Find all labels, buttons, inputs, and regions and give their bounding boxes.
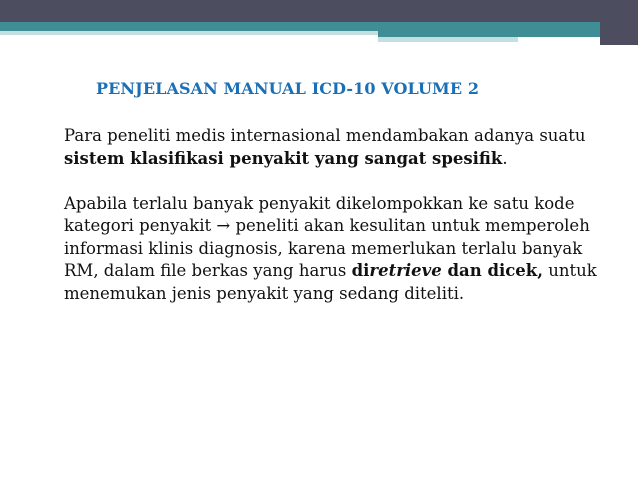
right-arrow-icon: → (216, 216, 231, 235)
slide-body (64, 125, 604, 305)
slide-title: PENJELASAN MANUAL ICD-10 VOLUME 2 (96, 79, 480, 98)
header-band-teal (0, 22, 600, 31)
paragraph-1 (64, 125, 604, 170)
paragraph-1-text: Para peneliti medis internasional mendambakan adanya suatu (64, 126, 586, 145)
header-band-light-step (378, 37, 518, 42)
paragraph-2-text: Apabila terlalu banyak penyakit dikelompokkan ke satu kode kategori penyakit (64, 193, 575, 235)
paragraph-2-bold-italic-retrieve: retrieve (369, 261, 442, 280)
paragraph-2-bold-dicek: dan dicek, (441, 261, 543, 280)
header-band-dark-corner (600, 0, 638, 45)
header-band-light (0, 31, 378, 35)
paragraph-1-bold: sistem klasifikasi penyakit yang sangat spesifik (64, 148, 503, 168)
paragraph-2-text-2: peneliti akan kesulitan untuk memperoleh informasi klinis diagnosis, karena memerlukan terlalu banyak RM, dalam file berkas yang harus (64, 216, 590, 280)
paragraph-2-text-3: untuk menemukan jenis penyakit yang sedang diteliti. (64, 261, 597, 303)
header-band-dark (0, 0, 638, 22)
paragraph-2 (64, 193, 604, 306)
paragraph-1-end: . (502, 148, 508, 168)
paragraph-2-bold-di: di (351, 261, 370, 280)
